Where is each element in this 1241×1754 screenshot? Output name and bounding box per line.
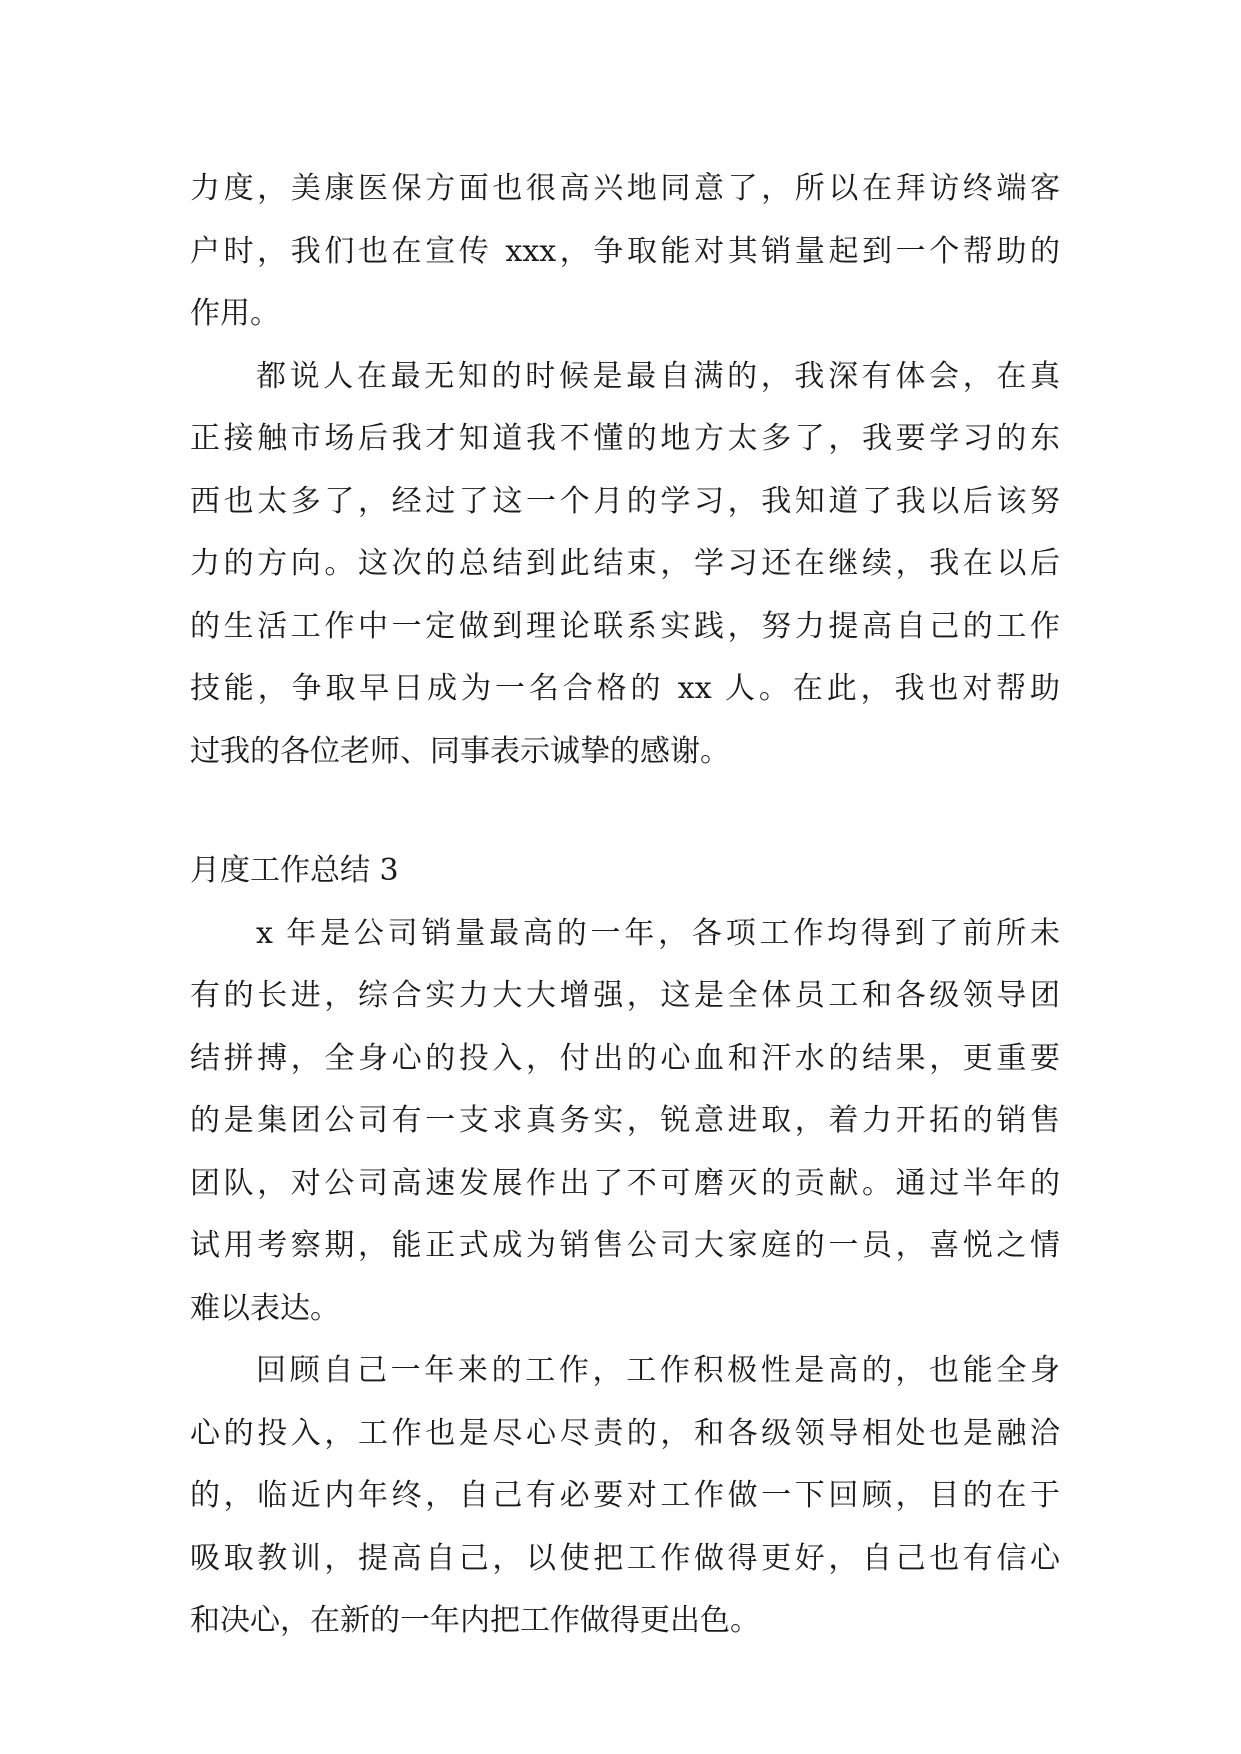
text-line: 过我的各位老师、同事表示诚挚的感谢。 bbox=[190, 733, 730, 769]
text-line: 试用考察期，能正式成为销售公司大家庭的一员，喜悦之情 bbox=[190, 1228, 1060, 1263]
text-line: 力度，美康医保方面也很高兴地同意了，所以在拜访终端客 bbox=[190, 171, 1060, 206]
text-line: 吸取教训，提高自己，以使把工作做得更好，自己也有信心 bbox=[190, 1540, 1060, 1576]
text-line: 团队，对公司高速发展作出了不可磨灭的贡献。通过半年的 bbox=[190, 1165, 1060, 1201]
text-line: 的是集团公司有一支求真务实，锐意进取，着力开拓的销售 bbox=[190, 1103, 1060, 1138]
paragraph bbox=[190, 903, 1060, 1341]
text-line: 结拼搏，全身心的投入，付出的心血和汗水的结果，更重要 bbox=[190, 1040, 1060, 1076]
text-line: 的生活工作中一定做到理论联系实践，努力提高自己的工作 bbox=[190, 608, 1060, 644]
paragraph bbox=[190, 346, 1060, 784]
text-line: 户时，我们也在宣传 xxx，争取能对其销量起到一个帮助的 bbox=[190, 233, 1060, 269]
text-line: 作用。 bbox=[190, 296, 280, 331]
text-line: 正接触市场后我才知道我不懂的地方太多了，我要学习的东 bbox=[190, 421, 1060, 456]
text-line: 力的方向。这次的总结到此结束，学习还在继续，我在以后 bbox=[190, 546, 1060, 581]
text-line: x 年是公司销量最高的一年，各项工作均得到了前所未 bbox=[256, 915, 1060, 951]
document-page bbox=[190, 158, 1060, 1653]
text-line: 回顾自己一年来的工作，工作积极性是高的，也能全身 bbox=[256, 1353, 1060, 1388]
section-heading: 月度工作总结 3 bbox=[190, 853, 399, 888]
text-line: 有的长进，综合实力大大增强，这是全体员工和各级领导团 bbox=[190, 978, 1060, 1013]
text-line: 难以表达。 bbox=[190, 1290, 340, 1326]
paragraph bbox=[190, 1340, 1060, 1653]
text-line: 技能，争取早日成为一名合格的 xx 人。在此，我也对帮助 bbox=[190, 671, 1060, 706]
text-line: 和决心，在新的一年内把工作做得更出色。 bbox=[190, 1603, 760, 1638]
text-line: 都说人在最无知的时候是最自满的，我深有体会，在真 bbox=[256, 358, 1060, 394]
paragraph-continuation bbox=[190, 158, 1060, 346]
text-line: 的，临近内年终，自己有必要对工作做一下回顾，目的在于 bbox=[190, 1478, 1060, 1513]
text-line: 心的投入，工作也是尽心尽责的，和各级领导相处也是融洽 bbox=[190, 1415, 1060, 1451]
text-line: 西也太多了，经过了这一个月的学习，我知道了我以后该努 bbox=[190, 483, 1060, 519]
